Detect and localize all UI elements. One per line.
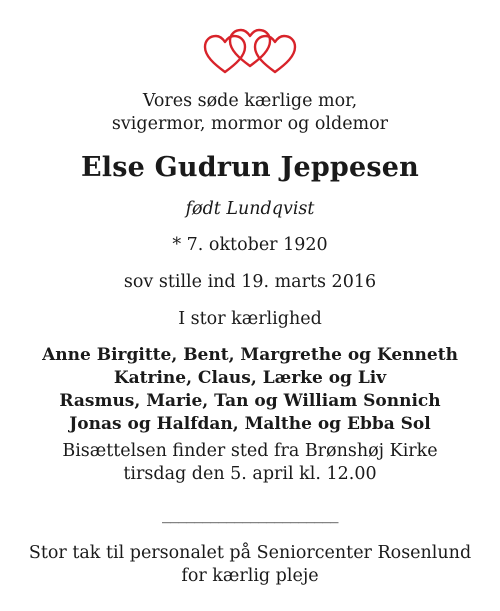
intro-line: svigermor, mormor og oldemor <box>111 114 389 134</box>
funeral-info <box>0 440 500 486</box>
thanks-line: for kærlig pleje <box>181 566 319 586</box>
funeral-line: Bisættelsen finder sted fra Brønshøj Kirke <box>62 441 438 461</box>
deceased-name: Else Gudrun Jeppesen <box>81 152 419 183</box>
thanks-text <box>0 542 500 588</box>
birth-date: * 7. oktober 1920 <box>172 235 328 255</box>
intro-text <box>0 90 500 136</box>
family-line: Rasmus, Marie, Tan og William Sonnich <box>59 391 441 411</box>
family-line: Katrine, Claus, Lærke og Liv <box>113 368 387 388</box>
interlocking-hearts-icon <box>200 28 300 78</box>
love-line: I stor kærlighed <box>178 309 322 329</box>
family-line: Anne Birgitte, Bent, Margrethe og Kenneth <box>42 345 458 365</box>
maiden-name: født Lundqvist <box>185 199 315 219</box>
family-line: Jonas og Halfdan, Malthe og Ebba Sol <box>69 414 431 434</box>
hearts-ornament <box>0 28 500 80</box>
death-date: sov stille ind 19. marts 2016 <box>123 272 377 292</box>
thanks-line: Stor tak til personalet på Seniorcenter Rosenlund <box>28 543 472 563</box>
separator-line: ______________________ <box>162 504 338 524</box>
intro-line: Vores søde kærlige mor, <box>142 91 358 111</box>
funeral-line: tirsdag den 5. april kl. 12.00 <box>123 464 377 484</box>
family-names <box>0 344 500 436</box>
